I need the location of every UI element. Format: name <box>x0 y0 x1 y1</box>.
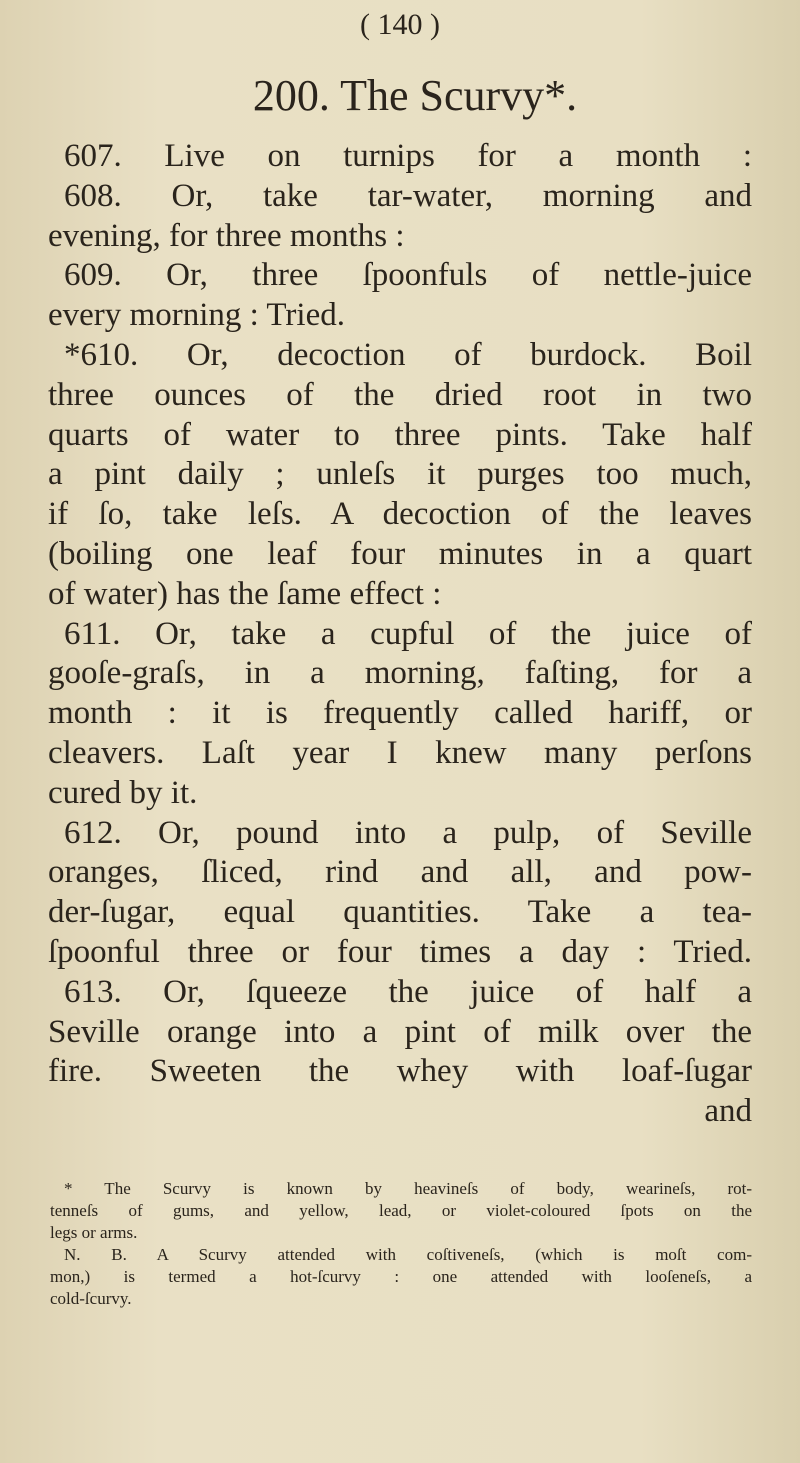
text-line: cured by it. <box>48 774 198 811</box>
text-line: cleavers. Laſt year I knew many perſons <box>48 734 752 771</box>
page-number: ( 140 ) <box>360 8 440 41</box>
text-line: a pint daily ; unleſs it purges too much, <box>48 456 752 493</box>
text-line: (boiling one leaf four minutes in a quart <box>48 535 752 572</box>
text-line: 608. Or, take tar-water, morning and <box>64 177 752 214</box>
text-line: 607. Live on turnips for a month : <box>64 138 752 174</box>
footnote-line: mon,) is termed a hot-ſcurvy : one attended with looſeneſs, a <box>50 1267 752 1286</box>
footnote-line: tenneſs of gums, and yellow, lead, or violet-coloured ſpots on the <box>50 1201 752 1220</box>
text-line: of water) has the ſame effect : <box>48 575 442 612</box>
text-line: 613. Or, ſqueeze the juice of half a <box>64 973 752 1010</box>
footnote-line: N. B. A Scurvy attended with coſtiveneſs, (which is moſt com- <box>64 1245 752 1264</box>
footnote-line: cold-ſcurvy. <box>50 1289 132 1308</box>
body-text <box>48 137 752 1132</box>
footnote-line: legs or arms. <box>50 1223 138 1242</box>
text-line: 609. Or, three ſpoonfuls of nettle-juice <box>64 257 752 294</box>
text-line: der-ſugar, equal quantities. Take a tea- <box>48 894 752 931</box>
catchword: and <box>704 1093 752 1130</box>
text-line: gooſe-graſs, in a morning, faſting, for a <box>48 655 752 692</box>
text-line: every morning : Tried. <box>48 297 345 334</box>
text-line: three ounces of the dried root in two <box>48 376 752 413</box>
text-line: month : it is frequently called hariff, or <box>48 695 752 732</box>
text-line: quarts of water to three pints. Take half <box>48 416 752 453</box>
text-line: fire. Sweeten the whey with loaf-ſugar <box>48 1053 752 1090</box>
text-line: oranges, ſliced, rind and all, and pow- <box>48 854 752 891</box>
text-line: 611. Or, take a cupful of the juice of <box>64 615 752 652</box>
footnote <box>50 1178 752 1310</box>
footnote-line: * The Scurvy is known by heavineſs of body, wearineſs, rot- <box>64 1179 752 1198</box>
text-line: Seville orange into a pint of milk over the <box>48 1013 752 1050</box>
text-line: evening, for three months : <box>48 217 405 254</box>
text-line: if ſo, take leſs. A decoction of the leaves <box>48 496 752 533</box>
section-heading: 200. The Scurvy*. <box>252 71 578 120</box>
text-line: 612. Or, pound into a pulp, of Seville <box>64 814 752 851</box>
text-line: *610. Or, decoction of burdock. Boil <box>64 336 752 373</box>
text-line: ſpoonful three or four times a day : Tried. <box>48 933 752 970</box>
